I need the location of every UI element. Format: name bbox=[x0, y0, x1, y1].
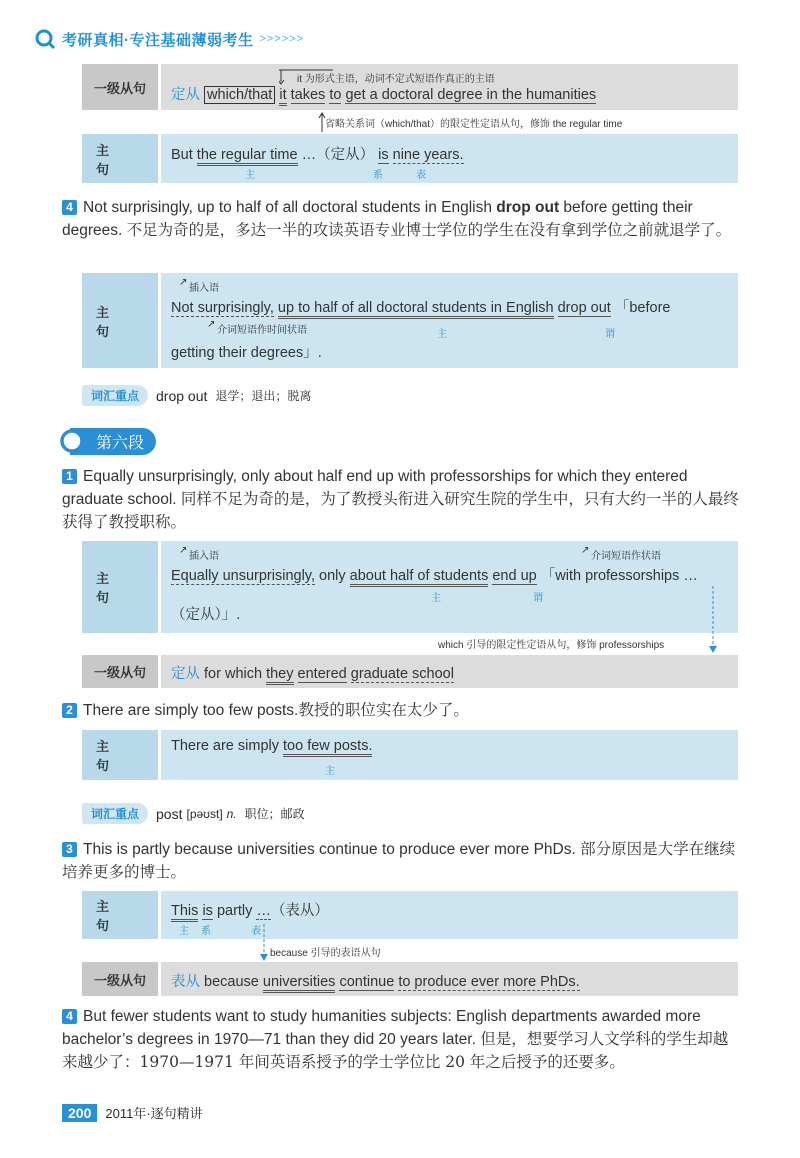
clause-tag: 表从 bbox=[171, 974, 200, 990]
row-content bbox=[161, 962, 738, 996]
adverbial-cont: getting their degrees」. bbox=[171, 345, 322, 361]
mark-subject: 主 bbox=[245, 170, 255, 181]
translation: 部分原因是大学在继续培养更多的博士。 bbox=[62, 840, 736, 881]
vocab-tag: 词汇重点 bbox=[82, 385, 148, 406]
arrow-up-icon bbox=[318, 112, 326, 134]
verb: entered bbox=[297, 666, 347, 682]
sentence-number: 2 bbox=[62, 703, 77, 718]
annotation: 介词短语作状语 bbox=[591, 551, 661, 562]
annotation: 省略关系词（which/that）的限定性定语从句，修饰 the regular time bbox=[325, 119, 623, 130]
search-section-icon bbox=[60, 429, 86, 455]
sentence bbox=[62, 838, 742, 884]
mark-linking: 系 bbox=[373, 170, 383, 181]
sentence-number: 4 bbox=[62, 1009, 77, 1024]
analysis-row-main bbox=[82, 134, 738, 183]
analysis-row-main bbox=[82, 730, 738, 780]
analysis-row-main bbox=[82, 541, 738, 633]
subject: too few posts. bbox=[283, 738, 372, 757]
vocab-word: drop out bbox=[156, 387, 208, 404]
analysis-row-subclause bbox=[82, 655, 738, 688]
boxed-relative: which/that bbox=[204, 86, 275, 104]
row-label: 一级从句 bbox=[82, 64, 158, 110]
mark-predicative: 表 bbox=[251, 926, 261, 937]
search-logo-icon bbox=[34, 28, 56, 50]
arrow-down-icon bbox=[259, 924, 269, 964]
translation: 但是，想要学习人文学科的学生却越来越少了：1970—1971 年间英语系授予的学士学位比 20 年之后授予的还要多。 bbox=[62, 1030, 729, 1071]
conjunction: because bbox=[204, 974, 259, 990]
arrow-down-icon bbox=[708, 586, 718, 656]
row-content bbox=[161, 134, 738, 183]
mark-predicative: 表 bbox=[416, 170, 426, 181]
sentence: 4 Not surprisingly, up to half of all doctoral students in English drop out before getting their degrees. 不足为奇的是，多达一半的攻读英语专业博士学位的学生在没有拿到学位之前就退学了。 bbox=[62, 199, 732, 239]
clause-placeholder: （定从）」. bbox=[171, 607, 241, 623]
row-content: There are simply too few posts. 主 bbox=[161, 730, 738, 780]
clause-tag: 定从 bbox=[171, 87, 200, 103]
row-content: 插入语 ↗ 介词短语作状语 ↗ Equally unsurprisingly, only about half of students end up 「with professorships … 主 谓 （定从）」. bbox=[161, 541, 738, 633]
mark-subject: 主 bbox=[325, 766, 335, 777]
row-label: 主 句 bbox=[82, 273, 158, 368]
verb: end up bbox=[492, 568, 537, 584]
sentence-en: But fewer students want to study humanities subjects: English departments awarded more bachelor’s degrees in 1970—71 than they did 20 years later. bbox=[62, 1008, 701, 1048]
sentence bbox=[62, 1005, 742, 1074]
row-content: 定从 for which they entered graduate school bbox=[161, 655, 738, 688]
word: But bbox=[171, 147, 193, 163]
parenthetical: Equally unsurprisingly, bbox=[171, 568, 315, 584]
mark-subject: 主 bbox=[431, 593, 441, 604]
page-footer bbox=[62, 1103, 203, 1122]
sentence-number: 3 bbox=[62, 842, 77, 857]
verb: takes bbox=[290, 87, 326, 103]
translation: 教授的职位实在太少了。 bbox=[298, 701, 469, 719]
sentence-en: This is partly because universities continue to produce ever more PhDs. bbox=[83, 841, 576, 858]
object: to produce ever more PhDs. bbox=[398, 974, 580, 990]
page-header bbox=[34, 28, 304, 50]
row-label: 一级从句 bbox=[82, 655, 158, 688]
sentence-number: 4 bbox=[62, 200, 77, 215]
clause-placeholder: …（定从） bbox=[301, 147, 375, 163]
subject: about half of students bbox=[350, 568, 489, 587]
vocab-meaning: 退学；退出；脱离 bbox=[215, 389, 312, 403]
adverbial: 「before bbox=[614, 300, 671, 316]
verb: continue bbox=[339, 974, 395, 990]
analysis-row-subclause bbox=[82, 962, 738, 996]
key-phrase: drop out bbox=[496, 199, 560, 216]
row-label: 主 句 bbox=[82, 541, 158, 633]
relative-pronoun: which bbox=[224, 666, 263, 682]
vocab-word: post bbox=[156, 805, 183, 822]
real-subject: get a doctoral degree in the humanities bbox=[345, 87, 597, 103]
verb: drop out bbox=[557, 300, 611, 316]
row-content: This is partly …（表从） 主 系 表 bbox=[161, 891, 738, 939]
subject: they bbox=[266, 666, 293, 685]
annotation: which 引导的限定性定语从句，修饰 professorships bbox=[438, 640, 665, 651]
page-number: 200 bbox=[62, 1104, 97, 1122]
sentence-en: There are simply too few posts. bbox=[83, 702, 299, 719]
sentence bbox=[62, 465, 742, 534]
mark-subject: 主 bbox=[437, 329, 447, 340]
predicative: … bbox=[256, 903, 271, 919]
mark-predicate: 谓 bbox=[605, 329, 615, 340]
annotation: 介词短语作时间状语 bbox=[217, 325, 307, 336]
analysis-row-main bbox=[82, 891, 738, 939]
row-label: 主 句 bbox=[82, 134, 158, 183]
translation: 同样不足为奇的是，为了教授头衔进入研究生院的学生中，只有大约一半的人最终获得了教授职称。 bbox=[62, 490, 739, 531]
header-title: 考研真相·专注基础薄弱考生 bbox=[62, 31, 254, 49]
section-title: 第六段 bbox=[70, 428, 156, 455]
row-content bbox=[161, 64, 738, 110]
predicative: nine years. bbox=[392, 147, 464, 163]
linking-verb: is bbox=[202, 903, 213, 919]
object: graduate school bbox=[350, 666, 454, 682]
row-label: 主 句 bbox=[82, 730, 158, 780]
sentence-number: 1 bbox=[62, 469, 77, 484]
annotation: 插入语 bbox=[189, 551, 219, 562]
footer-title: 2011年·逐句精讲 bbox=[105, 1106, 203, 1121]
clause-placeholder: （表从） bbox=[270, 903, 329, 919]
mark-subject: 主 bbox=[179, 926, 189, 937]
row-label: 主 句 bbox=[82, 891, 158, 939]
mark-linking: 系 bbox=[201, 926, 211, 937]
vocab-tag: 词汇重点 bbox=[82, 803, 148, 824]
translation: 不足为奇的是，多达一半的攻读英语专业博士学位的学生在没有拿到学位之前就退学了。 bbox=[126, 221, 732, 239]
analysis-row-subclause bbox=[82, 64, 738, 110]
subject: the regular time bbox=[197, 147, 298, 166]
infinitive-to: to bbox=[329, 87, 342, 103]
subject: up to half of all doctoral students in English bbox=[278, 300, 554, 319]
header-arrows: >>>>>> bbox=[259, 33, 305, 45]
sentence bbox=[62, 699, 742, 722]
subject: This bbox=[171, 903, 198, 922]
clause-tag: 定从 bbox=[171, 666, 200, 682]
annotation: 插入语 bbox=[189, 283, 219, 294]
sentence-en: Equally unsurprisingly, only about half end up with professorships for which they entered graduate school. bbox=[62, 468, 688, 508]
subject: universities bbox=[263, 974, 336, 993]
vocab-meaning: 职位；邮政 bbox=[244, 807, 305, 821]
part-of-speech: n. bbox=[226, 806, 237, 821]
row-label: 一级从句 bbox=[82, 962, 158, 996]
row-content: 插入语 ↗ Not surprisingly, up to half of all doctoral students in English drop out 「before 介词短语作时间状语 ↗ 主 谓 getting their degrees」. bbox=[161, 273, 738, 368]
adverbial: 「with professorships … bbox=[540, 568, 698, 584]
linking-verb: is bbox=[378, 147, 389, 163]
mark-predicate: 谓 bbox=[533, 593, 543, 604]
parenthetical: Not surprisingly, bbox=[171, 300, 274, 316]
phonetic: [pəʊst] bbox=[186, 806, 223, 821]
annotation: it 为形式主语，动词不定式短语作真正的主语 bbox=[297, 74, 495, 85]
annotation: because 引导的表语从句 bbox=[270, 948, 381, 959]
analysis-row-main bbox=[82, 273, 738, 368]
vocab-note bbox=[82, 385, 311, 406]
section-heading bbox=[60, 428, 156, 455]
vocab-note bbox=[82, 803, 305, 824]
subject-formal: it bbox=[279, 87, 286, 106]
